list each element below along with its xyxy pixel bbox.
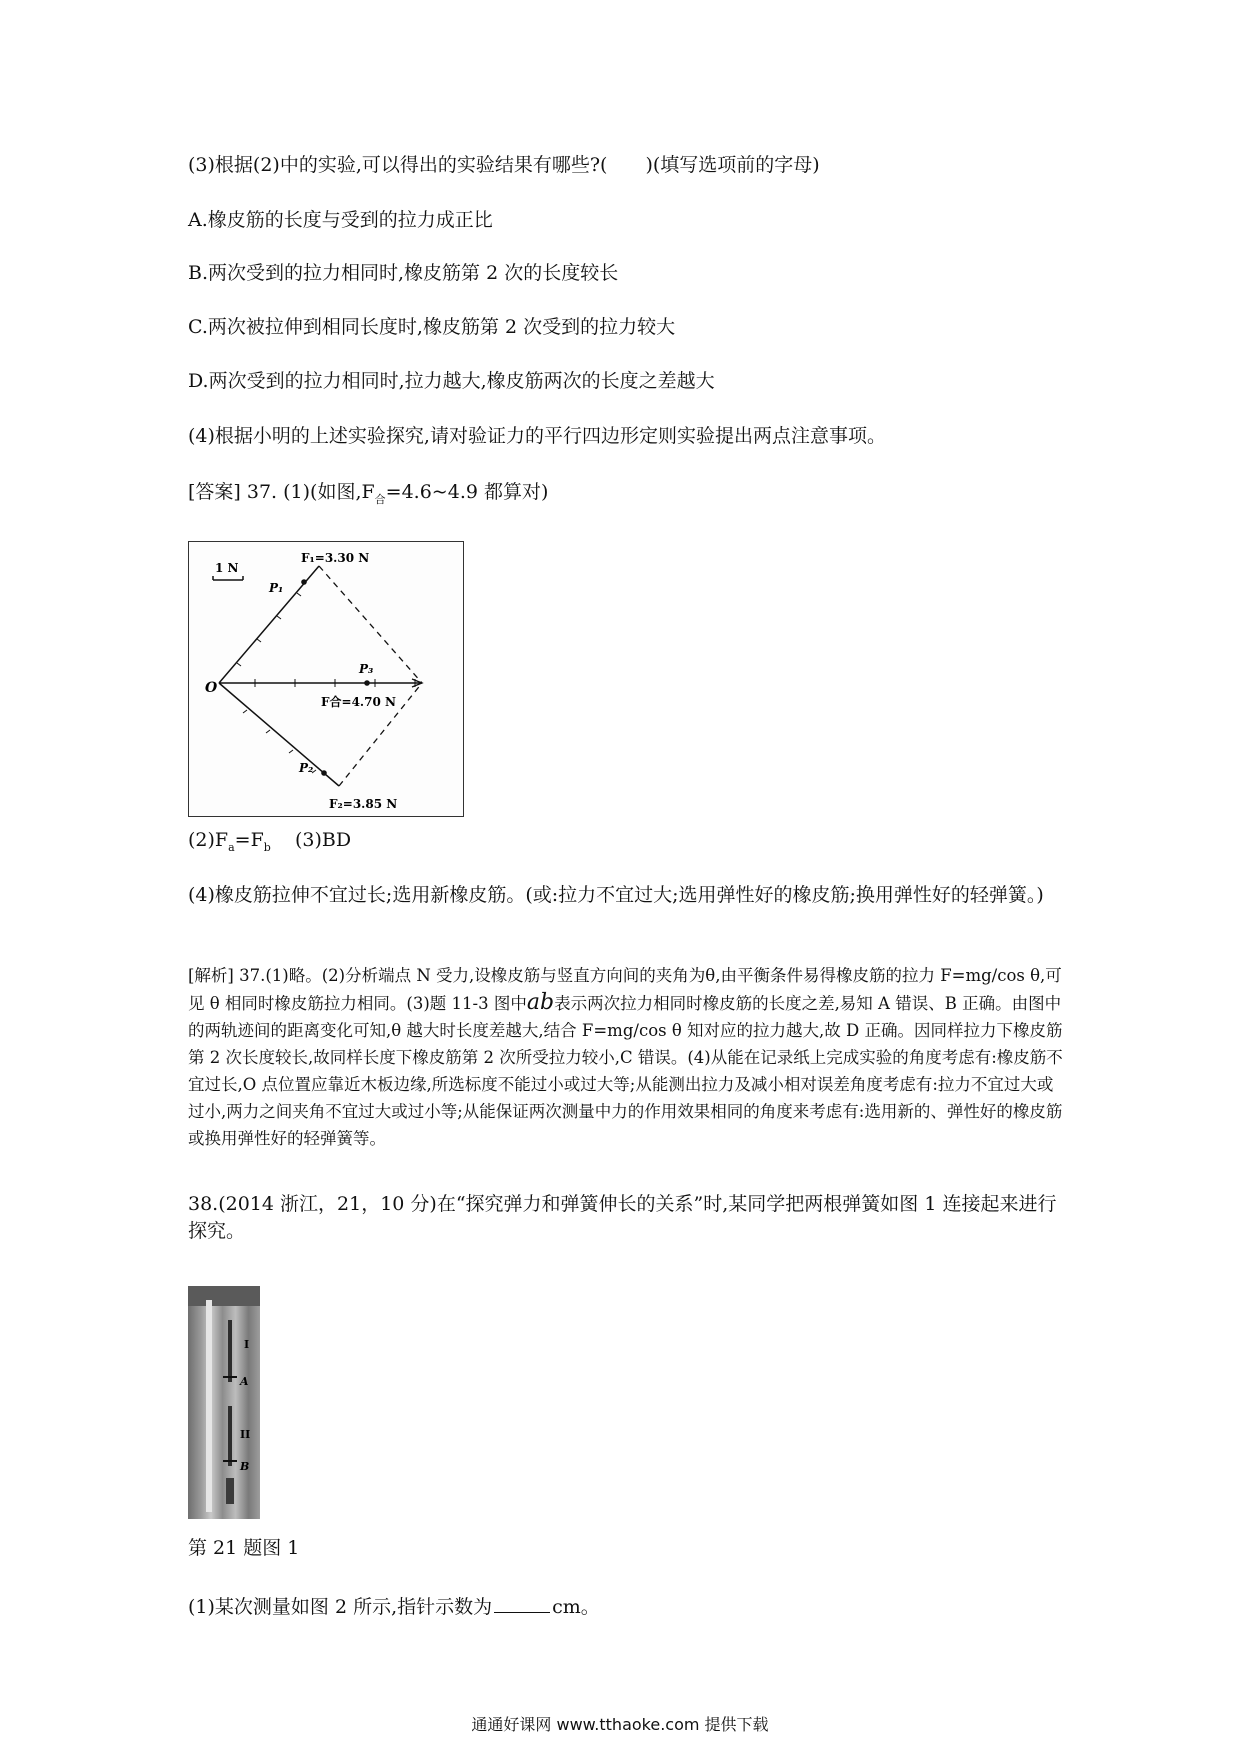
p1-point (301, 579, 307, 585)
tick (289, 750, 293, 753)
answer-line-3: (4)橡皮筋拉伸不宜过长;选用新橡皮筋。(或:拉力不宜过大;选用弹性好的橡皮筋;换用弹性好的轻弹簧。) (188, 884, 1044, 906)
force-diagram (189, 542, 465, 818)
f2-label: F₂=3.85 N (329, 797, 398, 811)
spring-two (228, 1406, 232, 1466)
label-I: I (244, 1338, 250, 1351)
answer-line-2: $(2)F_a=F_b$ (3)BD (188, 829, 352, 854)
q3-stem: (3)根据(2)中的实验,可以得出的实验结果有哪些?( )(填写选项前的字母) (188, 154, 820, 176)
spring-photo (188, 1286, 260, 1519)
f1-label: F₁=3.30 N (301, 551, 370, 565)
weight (226, 1478, 234, 1504)
tick (243, 710, 247, 713)
p3-point (364, 680, 370, 686)
photo-top-shade (188, 1286, 260, 1306)
ruler-strip (206, 1300, 212, 1512)
pointer-b (223, 1460, 237, 1462)
q3-option-b: B.两次受到的拉力相同时,橡皮筋第 2 次的长度较长 (188, 262, 619, 284)
tick (277, 616, 281, 619)
tick (266, 730, 270, 733)
p1-label: P₁ (269, 581, 284, 595)
q4-stem: (4)根据小明的上述实验探究,请对验证力的平行四边形定则实验提出两点注意事项。 (188, 425, 886, 447)
q3-option-a: A.橡皮筋的长度与受到的拉力成正比 (188, 209, 493, 231)
q3-option-d: D.两次受到的拉力相同时,拉力越大,橡皮筋两次的长度之差越大 (188, 370, 715, 392)
resultant-label: F合=4.70 N (321, 695, 396, 709)
label-B: B (240, 1460, 250, 1473)
fill-blank-line (494, 1611, 550, 1613)
page-footer: 通通好课网 www.tthaoke.com 提供下载 (471, 1715, 769, 1734)
label-A: A (240, 1375, 249, 1388)
spring-one (228, 1320, 232, 1382)
tick (237, 663, 241, 666)
ab-symbol: ab (526, 990, 555, 1015)
q38-stem: 38.(2014 浙江，21，10 分)在“探究弹力和弹簧伸长的关系”时,某同学把两根弹簧如图 1 连接起来进行探究。 (188, 1193, 1057, 1242)
tick (297, 593, 301, 596)
spring-photo-drawing (188, 1286, 260, 1519)
tick (257, 639, 261, 642)
p2-label: P₂ (299, 761, 314, 775)
figure2-caption: 第 21 题图 1 (188, 1537, 300, 1559)
q38-part1-stem: (1)某次测量如图 2 所示,指针示数为 cm。 (188, 1596, 600, 1618)
label-II: II (240, 1428, 251, 1441)
scale-label: 1 N (215, 561, 239, 575)
q3-option-c: C.两次被拉伸到相同长度时,橡皮筋第 2 次受到的拉力较大 (188, 316, 676, 338)
analysis-paragraph: [解析] 37.(1)略。(2)分析端点 N 受力,设橡皮筋与竖直方向间的夹角为θ,由平衡条件易得橡皮筋的拉力 F=mg/cos θ,可见 θ 相同时橡皮筋拉力相同。(3)题 11-3 图中ab表示两次拉力相同时橡皮筋的长度之差,易知 A 错误、B 正确。由图中的两轨迹间的距离变化可知,θ 越大时长度差越大,结合 F=mg/cos θ 知对应的拉力越大,故 D 正确。因同样拉力下橡皮筋第 2 次长度较长,故同样长度下橡皮筋第 2 次所受拉力较小,C 错误。(4)从能在记录纸上完成实验的角度考虑有:橡皮筋不宜过长,O 点位置应靠近木板边缘,所选标度不能过小或过大等;从能测出拉力及减小相对误差角度考虑有:拉力不宜过大或过小,两力之间夹角不宜过大或过小等;从能保证两次测量中力的作用效果相同的角度来考虑有:选用新的、弹性好的橡皮筋或换用弹性好的轻弹簧等。 (188, 966, 1063, 1148)
answer-line-1: [答案] 37. (1)(如图$,F_合=4.6\sim 4.9$ 都算对) (188, 481, 549, 506)
o-label: O (205, 680, 218, 696)
p3-label: P₃ (359, 662, 374, 676)
p2-point (321, 770, 327, 776)
force-parallelogram-figure (188, 541, 464, 817)
pointer-a (223, 1376, 237, 1378)
